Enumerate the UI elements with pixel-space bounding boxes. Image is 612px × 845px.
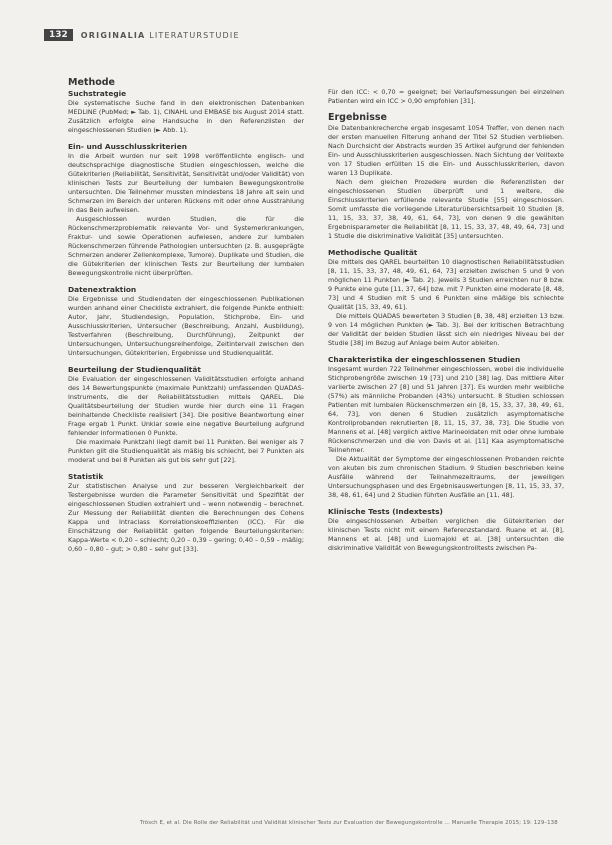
paragraph: Die mittels QUADAS bewerteten 3 Studien [8, 38, 48] erzielten 13 bzw. 9 von 14 möglichen Punkten (► Tab. 3). Bei der kritischen Betrachtung der Validität der beiden Studien lässt sich ein niedriges Niveau bei der Studie [38] im Bezug auf Anlage beim Autor ableiten. (328, 312, 564, 347)
page-footer: Trösch E, et al. Die Rolle der Reliabilität und Validität klinischer Tests zur Evaluation der Bewegungskontrolle ... Manuelle Therapie 2015; 19: 129–138 (140, 820, 558, 826)
subsection-title: Methodische Qualität (328, 248, 418, 257)
paragraph: Insgesamt wurden 722 Teilnehmer eingeschlossen, wobei die individuelle Stichprobengröße zwischen 19 [73] und 210 [38] lag. Das mittlere Alter variierte zwischen 27 [8] und 51 Jahren [37]. Es wurden mehr weibliche (57%) als männliche Probanden (43%) untersucht. 8 Studien schlossen Patienten mit lumbalen Rückenschmerzen ein [8, 15, 33, 37, 38, 49, 61, 64, 73], von denen 6 Studien zusätzlich asymptomatische Kontrollprobanden rekrutierten [8, 11, 15, 37, 38, 73]. Die Studie von Mannens et al. [48] verglich aktive Marineoldaten mit oder ohne lumbale Rückenschmerzen und die von Davis et al. [11] Kaa asymptomatische Teilnehmer. (328, 365, 564, 454)
paragraph: Die mittels des QAREL beurteilten 10 diagnostischen Reliabilitätsstudien [8, 11, 15, 33, 37, 48, 49, 61, 64, 73] erzielten zwischen 5 und 9 von möglichen 11 Punkten (► Tab. 2). Jeweils 3 Studien erreichten nur 8 bzw. 9 Punkte eine gute [11, 37, 64] bzw. mit 7 Punkten eine moderate [8, 48, 73] und 4 Studien mit 5 und 6 Punkten eine mäßige bis schlechte Qualität [15, 33, 49, 61]. (328, 258, 564, 311)
paragraph: Die eingeschlossenen Arbeiten verglichen die Gütekriterien der klinischen Tests nicht mit einem Referenzstandard. Ruane et al. [8], Mannens et al. [48] und Luomajoki et al. [38] untersuchten die diskriminative Validität von Bewegungskontrolltests zwischen Pa- (328, 517, 564, 552)
paragraph: Zur statistischen Analyse und zur besseren Vergleichbarkeit der Testergebnisse wurden die Parameter Sensitivität und Spezifität der eingeschlossenen Studien extrahiert und – wenn notwendig – berechnet. Zur Messung der Reliabilität dienten die Berechnungen des Cohens Kappa und Intraclass Korrelationskoeffizienten (ICC). Für die Einschätzung der Reliabilität gelten folgende Beurteilungskriterien: Kappa-Werte < 0,20 – schlecht; 0,20 – 0,39 – gering; 0,40 – 0,59 – mäßig; 0,60 – 0,80 – gut; > 0,80 – sehr gut [33]. (68, 482, 304, 553)
running-title-rest: LITERATURSTUDIE (149, 30, 240, 40)
subsection-title: Statistik (68, 472, 104, 481)
paragraph: Die Datenbankrecherche ergab insgesamt 1054 Treffer, von denen nach der ersten manuellen Filterung anhand der Titel 52 Studien verblieben. Nach Durchsicht der Abstracts wurden 35 Artikel aufgrund der fehlenden Ein- und Ausschlusskriterien ausgeschlossen. Nach Sichtung der Volltexte von 17 Studien erfüllten 15 die Ein- und Ausschlusskriterien, davon waren 13 Duplikate. (328, 124, 564, 177)
paragraph: Die Ergebnisse und Studiendaten der eingeschlossenen Publikationen wurden anhand einer Checkliste extrahiert, die folgende Punkte enthielt: Autor, Jahr, Studiendesign, Population, Stichprobe, Ein- und Ausschlusskriterien, Untersucher (Beschreibung, Anzahl, Ausbildung), Testverfahren (Beschreibung, Durchführung), Zeitpunkt der Untersuchungen, Untersuchungsreihenfolge, Zeitintervall zwischen den Untersuchungen, Gütekriterien, Ergebnisse und Studienqualität. (68, 295, 304, 357)
subsection-title: Ein- und Ausschlusskriterien (68, 142, 187, 151)
paragraph: Für den ICC: < 0,70 = geeignet; bei Verlaufsmessungen bei einzelnen Patienten wird ein ICC > 0,90 empfohlen [31]. (328, 88, 564, 105)
paragraph: Die Aktualität der Symptome der eingeschlossenen Probanden reichte von akuten bis zum chronischen Stadium. 9 Studien beschrieben keine Ausfälle während der Teilnahmezeitraums, der jeweiligen Untersuchungsphasen und des Ergebnisauswertungen [8, 11, 15, 33, 37, 38, 48, 61, 64] und 2 Studien führten Ausfälle an [11, 48]. (328, 455, 564, 499)
running-header (44, 28, 240, 42)
paragraph: Nach dem gleichen Prozedere wurden die Referenzlisten der eingeschlossenen Studien überprüft und 1 weitere, die Einschlusskriterien erfüllende relevante Studie [55] eingeschlossen. Somit umfasste die vorliegende Literaturübersichtsarbeit 10 Studien [8, 11, 15, 33, 37, 38, 49, 61, 64, 73], von denen 9 die gewählten Ergebnisparameter die Reliabilität [8, 11, 15, 33, 37, 48, 49, 64, 73] und 1 Studie die diskriminative Validität [35] untersuchten. (328, 178, 564, 240)
running-title (81, 31, 240, 40)
subsection-title: Klinische Tests (Indextests) (328, 507, 443, 516)
paragraph: Ausgeschlossen wurden Studien, die für die Rückenschmerzproblematik relevante Vor- und Systemerkrankungen, Fraktur- und sowie Operationen aufwiesen, andere zur lumbalen Rückenschmerzen führende Pathologien untersuchten (z. B. ausgeprägte Schmerzen anderer Zellenkomplexe, Tumore). Duplikate und Studien, die die Gütekriterien der klinischen Tests zur Beurteilung der lumbalen Bewegungskontrolle nicht überprüften. (68, 215, 304, 277)
page-number: 132 (44, 29, 73, 41)
paragraph: Die Evaluation der eingeschlossenen Validitätsstudien erfolgte anhand des 14 Bewertungspunkte (maximale Punktzahl) umfassenden QUADAS-Instruments, die der Reliabilitätsstudien mittels QAREL. Die Qualitätsbeurteilung der Studien wurde hier durch eine 11 Fragen beinhaltende Checkliste realisiert [34]. Die positive Beantwortung einer Frage ergab 1 Punkt. Unklar sowie eine negative Beurteilung aufgrund fehlender Informationen 0 Punkte. (68, 375, 304, 437)
subsection-title: Suchstrategie (68, 89, 127, 98)
left-column (68, 78, 304, 554)
subsection-title: Charakteristika der eingeschlossenen Studien (328, 355, 521, 364)
paragraph: Die systematische Suche fand in den elektronischen Datenbanken MEDLINE (PubMed; ► Tab. 1), CINAHL und EMBASE bis August 2014 statt. Zusätzlich erfolgte eine Handsuche in den Referenzlisten der eingeschlossenen Studien (► Abb. 1). (68, 99, 304, 134)
running-title-bold: ORIGINALIA (80, 30, 146, 40)
paragraph: In die Arbeit wurden nur seit 1998 veröffentlichte englisch- und deutschsprachige diagnostische Studien eingeschlossen, welche die Gütekriterien (Reliabilität, Sensitivität, Sensitivität und/oder Validität) von klinischen Tests zur Beurteilung der lumbalen Bewegungskontrolle untersuchten. Die Teilnehmer mussten mindestens 18 Jahre alt sein und Schmerzen im Bereich der unteren Rückens mit oder ohne Ausstrahlung in das Bein aufweisen. (68, 152, 304, 214)
right-column (328, 88, 564, 553)
subsection-title: Beurteilung der Studienqualität (68, 365, 201, 374)
paragraph: Die maximale Punktzahl liegt damit bei 11 Punkten. Bei weniger als 7 Punkten gilt die Studienqualität als mäßig bis schlecht, bei 7 Punkten als moderat und bei 8 Punkten als gut bis sehr gut [22]. (68, 438, 304, 464)
subsection-title: Datenextraktion (68, 285, 137, 294)
section-title-ergebnisse: Ergebnisse (328, 112, 387, 123)
section-title-methode: Methode (68, 77, 115, 88)
